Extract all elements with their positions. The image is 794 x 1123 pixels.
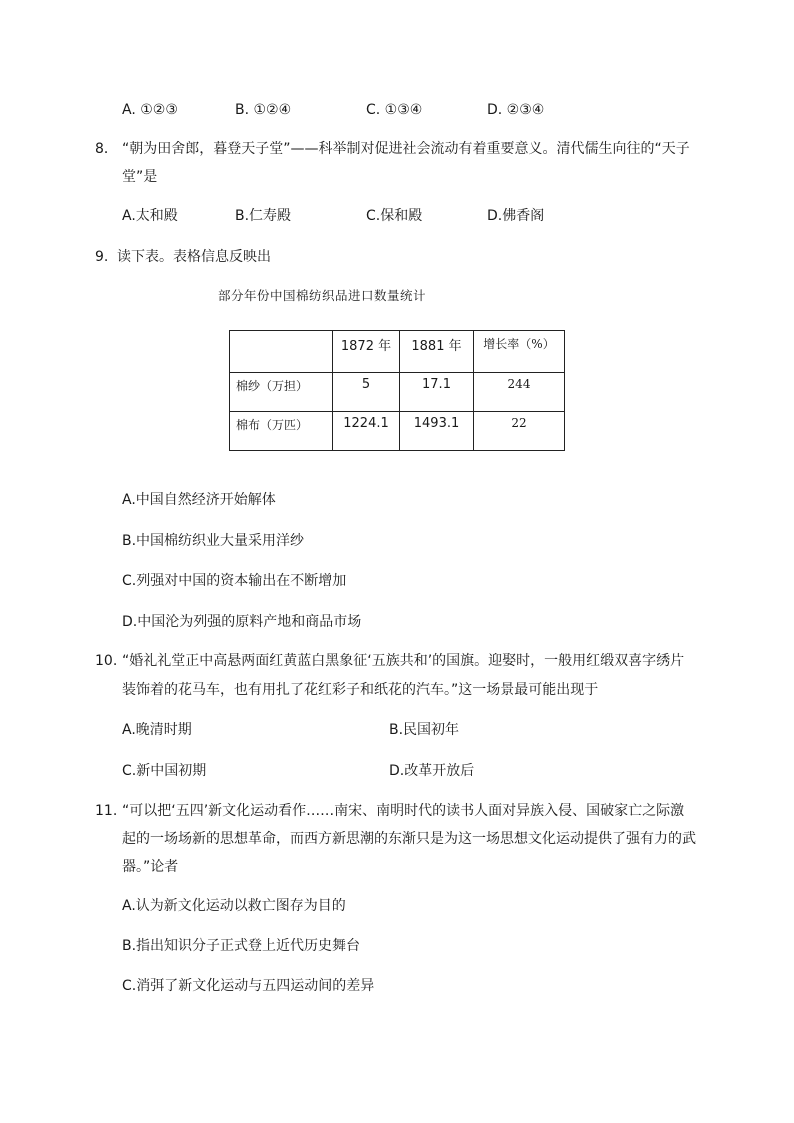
table-cell: 17.1 <box>400 373 474 412</box>
q10-option-b: B.民国初年 <box>389 722 460 738</box>
q10-option-c: C.新中国初期 <box>122 763 207 779</box>
q9-option-c: C.列强对中国的资本输出在不断增加 <box>122 573 347 589</box>
q8-stem-line-2: 堂”是 <box>122 169 158 185</box>
q10-option-a: A.晚清时期 <box>122 722 192 738</box>
q8-stem-line-1: “朝为田舍郎，暮登天子堂”——科举制对促进社会流动有着重要意义。清代儒生向往的“天子 <box>122 141 690 157</box>
table-cell: 1493.1 <box>400 412 474 451</box>
q7-option-b: B. ①②④ <box>235 102 292 118</box>
q9-stem: 读下表。表格信息反映出 <box>117 249 271 265</box>
q11-option-c: C.消弭了新文化运动与五四运动间的差异 <box>122 978 375 994</box>
q11-option-a: A.认为新文化运动以救亡图存为目的 <box>122 898 346 914</box>
q11-stem-line-1: “可以把‘五四’新文化运动看作……南宋、南明时代的读书人面对异族入侵、国破家亡之际激 <box>122 803 685 819</box>
q10-number: 10. <box>95 653 118 669</box>
q10-option-d: D.改革开放后 <box>389 763 475 779</box>
table-header-cell: 1872 年 <box>333 331 400 373</box>
table-cell: 棉纱（万担） <box>230 373 333 412</box>
q8-number: 8． <box>95 141 118 157</box>
table-cell: 1224.1 <box>333 412 400 451</box>
q9-option-b: B.中国棉纺织业大量采用洋纱 <box>122 533 305 549</box>
table-cell: 244 <box>474 373 565 412</box>
q9-number: 9. <box>95 249 109 265</box>
q10-stem-line-2: 装饰着的花马车，也有用扎了花红彩子和纸花的汽车。”这一场景最可能出现于 <box>122 682 599 698</box>
table-cell: 22 <box>474 412 565 451</box>
import-statistics-table <box>229 330 565 451</box>
table-header-cell <box>230 331 333 373</box>
table-header-row <box>230 331 565 373</box>
q7-option-a: A. ①②③ <box>122 102 178 118</box>
q11-stem-line-3: 器。”论者 <box>122 859 179 875</box>
table-header-cell: 1881 年 <box>400 331 474 373</box>
q11-option-b: B.指出知识分子正式登上近代历史舞台 <box>122 938 361 954</box>
q8-option-a: A.太和殿 <box>122 208 178 224</box>
q9-option-a: A.中国自然经济开始解体 <box>122 492 276 508</box>
table-row <box>230 412 565 451</box>
table-cell: 5 <box>333 373 400 412</box>
q8-option-b: B.仁寿殿 <box>235 208 292 224</box>
q8-option-c: C.保和殿 <box>366 208 423 224</box>
table-caption: 部分年份中国棉纺织品进口数量统计 <box>218 288 427 303</box>
q7-option-d: D. ②③④ <box>487 102 545 118</box>
q7-option-c: C. ①③④ <box>366 102 423 118</box>
table-header-cell: 增长率（%） <box>474 331 565 373</box>
table-cell: 棉布（万匹） <box>230 412 333 451</box>
q9-option-d: D.中国沦为列强的原料产地和商品市场 <box>122 614 362 630</box>
table-row <box>230 373 565 412</box>
q11-number: 11. <box>95 803 118 819</box>
q11-stem-line-2: 起的一场场新的思想革命，而西方新思潮的东渐只是为这一场思想文化运动提供了强有力的武 <box>122 831 696 847</box>
q8-option-d: D.佛香阁 <box>487 208 545 224</box>
q10-stem-line-1: “婚礼礼堂正中高悬两面红黄蓝白黑象征‘五族共和’的国旗。迎娶时，一般用红缎双喜字绣片 <box>122 653 685 669</box>
